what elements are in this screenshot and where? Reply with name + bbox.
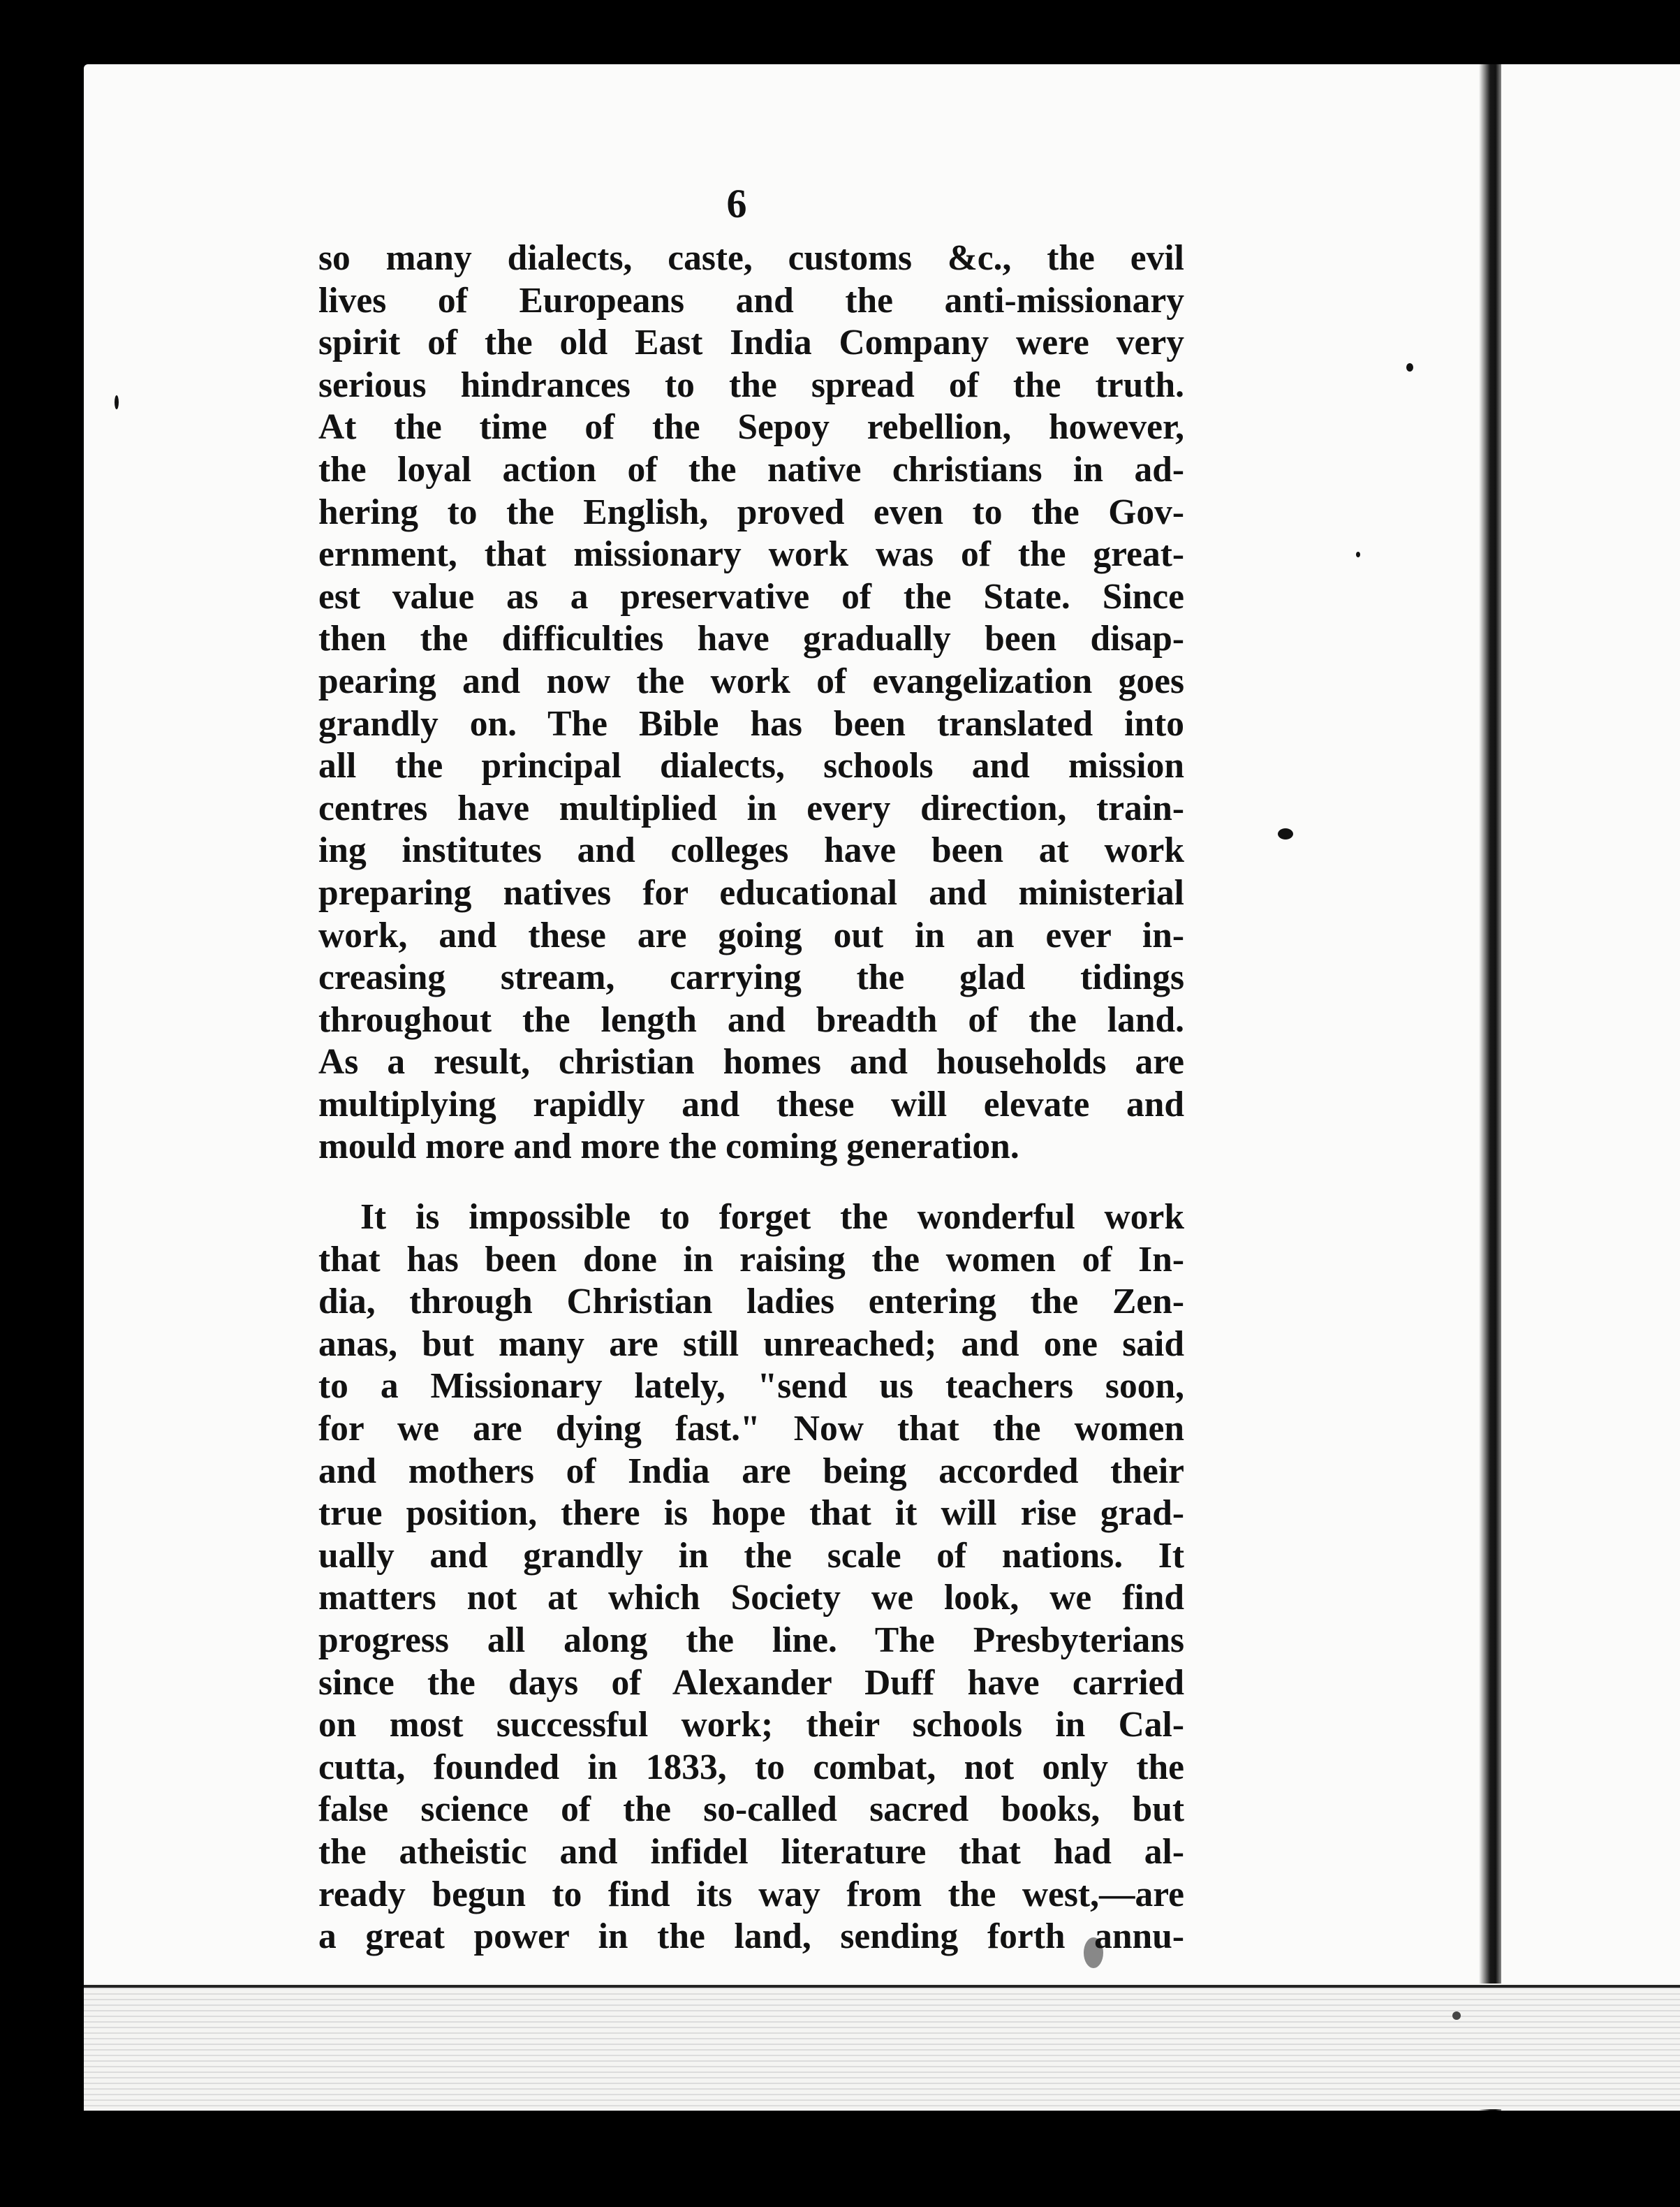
text-line: At the time of the Sepoy rebellion, however, bbox=[318, 407, 1184, 448]
text-line: progress all along the line. The Presbyterians bbox=[318, 1620, 1184, 1660]
text-line: preparing natives for educational and ministerial bbox=[318, 872, 1184, 913]
text-line: grandly on. The Bible has been translated into bbox=[318, 703, 1184, 744]
text-line: As a result, christian homes and households are bbox=[318, 1042, 1184, 1083]
right-page-edge bbox=[1501, 64, 1680, 2111]
text-line: true position, there is hope that it will rise grad- bbox=[318, 1493, 1184, 1534]
text-line: lives of Europeans and the anti-missionary bbox=[318, 280, 1184, 321]
text-line: on most successful work; their schools in Cal- bbox=[318, 1705, 1184, 1745]
text-line: ready begun to find its way from the west,—are bbox=[318, 1874, 1184, 1914]
text-line: that has been done in raising the women of In- bbox=[318, 1239, 1184, 1280]
text-line: matters not at which Society we look, we find bbox=[318, 1578, 1184, 1618]
paragraph-gap bbox=[318, 1168, 1184, 1196]
text-line: multiplying rapidly and these will elevate and bbox=[318, 1084, 1184, 1124]
text-line: work, and these are going out in an ever in- bbox=[318, 915, 1184, 955]
text-line: centres have multiplied in every direction, train- bbox=[318, 788, 1184, 828]
ink-speck bbox=[1278, 828, 1293, 839]
text-line: then the difficulties have gradually been disap- bbox=[318, 619, 1184, 659]
text-line: spirit of the old East India Company were very bbox=[318, 323, 1184, 363]
text-line: and mothers of India are being accorded their bbox=[318, 1451, 1184, 1491]
bottom-margin-band bbox=[84, 1984, 1680, 2109]
body-text bbox=[318, 237, 1184, 1958]
text-line: anas, but many are still unreached; and one said bbox=[318, 1324, 1184, 1364]
text-line: since the days of Alexander Duff have carried bbox=[318, 1662, 1184, 1703]
bottom-rule bbox=[84, 1985, 1680, 1988]
paragraph-1 bbox=[318, 237, 1184, 1168]
text-line: mould more and more the coming generation. bbox=[318, 1127, 1019, 1167]
text-line: to a Missionary lately, "send us teachers soon, bbox=[318, 1366, 1184, 1407]
text-line: It is impossible to forget the wonderful work bbox=[360, 1197, 1184, 1238]
text-line: serious hindrances to the spread of the truth. bbox=[318, 365, 1184, 405]
ink-speck bbox=[1406, 363, 1413, 372]
text-line: false science of the so-called sacred books, but bbox=[318, 1789, 1184, 1830]
text-line: all the principal dialects, schools and mission bbox=[318, 746, 1184, 786]
text-line: creasing stream, carrying the glad tidings bbox=[318, 958, 1184, 998]
text-line: ing institutes and colleges have been at work bbox=[318, 830, 1184, 871]
text-line: for we are dying fast." Now that the women bbox=[318, 1409, 1184, 1449]
text-line: throughout the length and breadth of the land. bbox=[318, 999, 1184, 1040]
text-line: the atheistic and infidel literature that had al- bbox=[318, 1831, 1184, 1872]
paragraph-2 bbox=[318, 1196, 1184, 1958]
text-line: hering to the English, proved even to the Gov- bbox=[318, 492, 1184, 532]
text-line: ually and grandly in the scale of nations. It bbox=[318, 1535, 1184, 1576]
page-number: 6 bbox=[726, 181, 747, 226]
text-line: est value as a preservative of the State. Since bbox=[318, 576, 1184, 617]
ink-speck bbox=[1356, 552, 1360, 557]
text-line: a great power in the land, sending forth annu- bbox=[318, 1916, 1184, 1957]
text-line: dia, through Christian ladies entering the Zen- bbox=[318, 1282, 1184, 1322]
ink-speck bbox=[1452, 2011, 1461, 2020]
text-line: so many dialects, caste, customs &c., the evil bbox=[318, 238, 1184, 278]
text-line: the loyal action of the native christians in ad- bbox=[318, 449, 1184, 490]
text-line: ernment, that missionary work was of the great- bbox=[318, 534, 1184, 575]
text-line: pearing and now the work of evangelization goes bbox=[318, 661, 1184, 701]
text-line: cutta, founded in 1833, to combat, not only the bbox=[318, 1747, 1184, 1787]
ink-speck bbox=[115, 395, 119, 409]
